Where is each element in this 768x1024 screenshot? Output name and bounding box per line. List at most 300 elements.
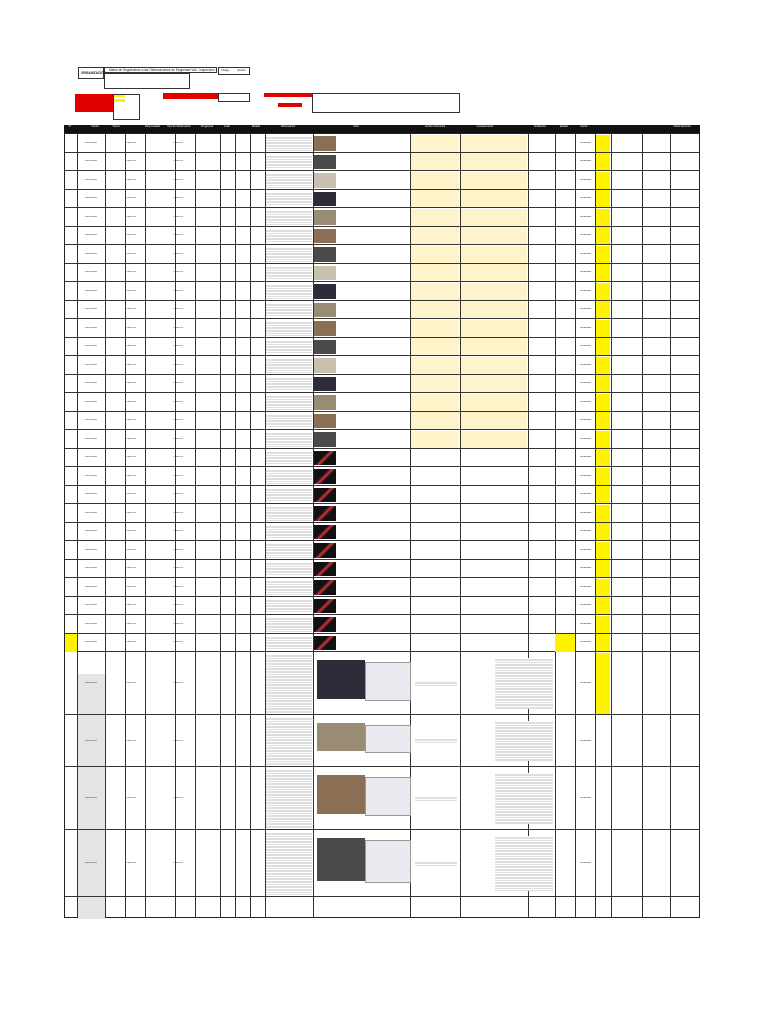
observation-photo[interactable] [314,303,336,318]
row-evidence-text [495,773,553,824]
row-date: 00/00/2020 [85,271,97,274]
row-observation [266,562,312,577]
row-date: 00/00/2020 [85,326,97,329]
resolution-cell [461,283,527,300]
row-type: Tramo 01 [173,548,184,551]
table-row[interactable] [65,541,699,560]
row-type: Tramo 01 [173,141,184,144]
row-type: Tramo 01 [173,215,184,218]
row-tramo: Tramo 01 [126,141,137,144]
observation-photo[interactable] [314,229,336,244]
observation-photo[interactable] [314,488,336,503]
row-tramo: Tramo 01 [126,178,137,181]
row-tramo: Tramo 01 [126,739,137,742]
table-row[interactable] [65,245,699,264]
row-action-text [415,738,457,744]
table-row[interactable] [65,504,699,523]
row-number-highlight [65,634,77,653]
table-row[interactable] [65,171,699,190]
row-tramo: Tramo 01 [126,585,137,588]
observation-photo[interactable] [314,136,336,151]
status-highlight [596,579,610,596]
corrective-action-cell [411,135,459,152]
row-tramo: Tramo 01 [126,345,137,348]
observation-photo[interactable] [314,562,336,577]
resolution-cell [461,153,527,170]
row-action-text [415,681,457,687]
resolution-cell [461,357,527,374]
table-row[interactable] [65,715,699,767]
observation-photo[interactable] [314,543,336,558]
row-type: Tramo 01 [173,197,184,200]
status-highlight [596,653,610,715]
row-type: Tramo 01 [173,289,184,292]
corrective-action-cell [411,172,459,189]
row-tramo: Tramo 01 [126,604,137,607]
observation-photo[interactable] [314,210,336,225]
table-row[interactable] [65,430,699,449]
doc-code-label: Código [221,69,230,72]
row-evidence-text [495,721,553,761]
observation-photo[interactable] [314,155,336,170]
corrective-action-cell [411,190,459,207]
observation-photo[interactable] [314,469,336,484]
row-tramo: Tramo 01 [126,215,137,218]
row-tramo: Tramo 01 [126,419,137,422]
row-observation [266,451,312,466]
row-tramo: Tramo 01 [126,862,137,864]
status-highlight [596,264,610,281]
status-highlight [596,190,610,207]
row-date: 00/00/2020 [85,474,97,477]
col-header-fecha: Fecha [91,125,99,128]
row-tramo: Tramo 01 [126,271,137,274]
row-type: Tramo 01 [173,271,184,274]
table-row[interactable] [65,412,699,431]
row-status: Levantado [580,234,592,237]
org-name: ORGANIZACIÓN [81,71,106,75]
row-status: Levantado [580,739,592,742]
row-status: Levantado [580,382,592,385]
row-type: Tramo 01 [173,456,184,459]
plan-drawing[interactable] [365,777,411,816]
row-date: 00/00/2020 [85,234,97,237]
row-type: Tramo 01 [173,604,184,607]
table-row[interactable] [65,208,699,227]
table-row[interactable] [65,338,699,357]
status-highlight [596,523,610,540]
col-header-vista: Vista [353,125,359,128]
row-observation [266,469,312,484]
table-row[interactable] [65,375,699,394]
row-date: 00/00/2020 [85,604,97,607]
row-date: 00/00/2020 [85,289,97,292]
col-header-levantamiento: Levantamiento [476,125,494,128]
table-row[interactable] [65,467,699,486]
row-date: 00/00/2020 [85,178,97,181]
table-row[interactable] [65,190,699,209]
observation-photo[interactable] [317,723,365,751]
table-row[interactable] [65,652,699,715]
col-header-responsable: Responsable [144,125,161,128]
col-header-evidencia: Evidencia [534,125,546,128]
row-status: Levantado [580,141,592,144]
observation-photo[interactable] [314,173,336,188]
status-highlight [596,153,610,170]
row-type: Tramo 01 [173,178,184,181]
status-highlight [596,283,610,300]
observation-photo[interactable] [314,617,336,632]
status-highlight [596,320,610,337]
corrective-action-cell [411,431,459,448]
row-tramo: Tramo 01 [126,160,137,163]
status-highlight [596,431,610,448]
row-tramo: Tramo 01 [126,382,137,385]
row-status: Levantado [580,604,592,607]
row-observation [266,173,312,188]
observation-photo[interactable] [314,525,336,540]
summary-box [218,93,250,102]
table-row[interactable] [65,393,699,412]
row-type: Tramo 01 [173,326,184,329]
row-status: Levantado [580,474,592,477]
table-row[interactable] [65,830,699,897]
row-tramo: Tramo 01 [126,567,137,570]
row-tramo: Tramo 01 [126,326,137,329]
row-observation [266,358,312,373]
row-date: 00/00/2020 [85,493,97,496]
row-date: 00/00/2020 [85,308,97,311]
observation-photo[interactable] [314,358,336,373]
observation-photo[interactable] [314,506,336,521]
row-tramo: Tramo 01 [126,641,137,644]
row-status: Levantado [580,363,592,366]
doc-title: Matriz de Seguimiento a las Observaciones de Seguridad Vial - Inspección [109,68,215,72]
table-row[interactable] [65,356,699,375]
row-tramo: Tramo 01 [126,289,137,292]
row-type: Tramo 01 [173,474,184,477]
row-action-text [415,796,457,802]
row-status: Levantado [580,682,592,684]
resolution-cell [461,246,527,263]
observation-photo[interactable] [317,775,365,814]
row-tramo: Tramo 01 [126,682,137,684]
resolution-cell [461,320,527,337]
summary-red-tag-1 [264,93,312,97]
plan-drawing[interactable] [365,725,411,753]
row-observation [266,303,312,318]
observation-photo[interactable] [314,599,336,614]
row-type: Tramo 01 [173,530,184,533]
status-highlight [596,412,610,429]
row-observation [266,599,312,614]
row-observation [266,136,312,151]
corrective-action-cell [411,264,459,281]
observation-photo[interactable] [314,192,336,207]
row-status: Levantado [580,456,592,459]
row-observation [266,832,312,895]
col-header-no: N° [68,125,72,128]
row-type: Tramo 01 [173,797,184,799]
row-status: Levantado [580,548,592,551]
row-observation [266,210,312,225]
table-row[interactable] [65,282,699,301]
corrective-action-cell [411,153,459,170]
row-date: 00/00/2020 [85,797,97,799]
row-status: Levantado [580,511,592,514]
table-row[interactable] [65,578,699,597]
row-status: Levantado [580,160,592,163]
observation-photo[interactable] [314,284,336,299]
col-header-fecha2: Fecha [580,125,588,128]
table-row[interactable] [65,319,699,338]
col-header-tramo: Tramo [112,125,120,128]
row-tramo: Tramo 01 [126,400,137,403]
row-status: Levantado [580,437,592,440]
col-header-observacion: Observación [280,125,296,128]
table-row[interactable] [65,301,699,320]
row-status: Levantado [580,493,592,496]
row-type: Tramo 01 [173,437,184,440]
row-date: 00/00/2020 [85,511,97,514]
row-observation [266,617,312,632]
table-row[interactable] [65,597,699,616]
table-row[interactable] [65,449,699,468]
row-status: Levantado [580,326,592,329]
status-highlight [596,616,610,633]
plan-drawing[interactable] [365,662,411,701]
corrective-action-cell [411,375,459,392]
status-highlight [596,209,610,226]
note-highlight [555,634,575,653]
status-highlight [596,227,610,244]
row-date: 00/00/2020 [85,682,97,684]
row-type: Tramo 01 [173,363,184,366]
row-tramo: Tramo 01 [126,308,137,311]
status-highlight [596,172,610,189]
resolution-cell [461,394,527,411]
table-row[interactable] [65,767,699,830]
row-date: 00/00/2020 [85,400,97,403]
row-type: Tramo 01 [173,622,184,625]
status-highlight [596,449,610,466]
row-date: 00/00/2020 [85,197,97,200]
doc-version-label: Versión [237,69,246,72]
row-observation [266,636,312,651]
col-header-progresiva: Progresiva [200,125,214,128]
row-date: 00/00/2020 [85,641,97,644]
row-date: 00/00/2020 [85,548,97,551]
row-date: 00/00/2020 [85,382,97,385]
status-highlight [596,468,610,485]
row-type: Tramo 01 [173,567,184,570]
row-type: Tramo 01 [173,682,184,684]
observation-photo[interactable] [314,451,336,466]
row-observation [266,321,312,336]
row-date: 00/00/2020 [85,862,97,864]
resolution-cell [461,412,527,429]
row-observation [266,506,312,521]
row-type: Tramo 01 [173,400,184,403]
resolution-cell [461,375,527,392]
row-observation [266,340,312,355]
row-tramo: Tramo 01 [126,234,137,237]
table-row[interactable] [65,615,699,634]
summary-table [312,93,460,113]
row-date: 00/00/2020 [85,456,97,459]
row-tramo: Tramo 01 [126,622,137,625]
observation-photo[interactable] [314,636,336,651]
row-observation [266,395,312,410]
doc-meta-box [104,73,190,89]
row-type: Tramo 01 [173,345,184,348]
status-highlight [596,301,610,318]
resolution-cell [461,190,527,207]
summary-red-tag-2 [278,103,302,107]
col-header-accion: Acción Correctiva [424,125,446,128]
row-status: Levantado [580,271,592,274]
observation-photo[interactable] [314,340,336,355]
observation-photo[interactable] [314,432,336,447]
observation-photo[interactable] [314,414,336,429]
table-row[interactable] [65,153,699,172]
row-observation [266,654,312,713]
corrective-action-cell [411,338,459,355]
status-highlight [596,338,610,355]
resolution-cell [461,301,527,318]
observation-table [64,133,700,918]
row-status: Levantado [580,178,592,181]
row-observation [266,229,312,244]
row-date: 00/00/2020 [85,252,97,255]
status-highlight [596,357,610,374]
doc-code-box [218,67,250,75]
row-status: Levantado [580,797,592,799]
row-observation [266,488,312,503]
status-highlight [596,505,610,522]
table-row[interactable] [65,486,699,505]
row-observation [266,769,312,828]
row-evidence-text [495,658,553,709]
row-date: 00/00/2020 [85,363,97,366]
row-type: Tramo 01 [173,641,184,644]
corrective-action-cell [411,227,459,244]
row-tramo: Tramo 01 [126,437,137,440]
resolution-cell [461,209,527,226]
corrective-action-cell [411,246,459,263]
row-status: Levantado [580,641,592,644]
observation-photo[interactable] [314,580,336,595]
corrective-action-cell [411,320,459,337]
status-highlight [596,486,610,503]
table-row[interactable] [65,134,699,153]
resolution-cell [461,172,527,189]
table-row[interactable] [65,560,699,579]
corrective-action-cell [411,357,459,374]
plan-drawing[interactable] [365,840,411,883]
corrective-action-cell [411,209,459,226]
corrective-action-cell [411,412,459,429]
row-date: 00/00/2020 [85,419,97,422]
row-status: Levantado [580,252,592,255]
observation-photo[interactable] [314,247,336,262]
observation-photo[interactable] [317,838,365,881]
row-type: Tramo 01 [173,382,184,385]
row-date: 00/00/2020 [85,160,97,163]
row-date: 00/00/2020 [85,739,97,742]
observation-photo[interactable] [314,377,336,392]
row-tramo: Tramo 01 [126,493,137,496]
row-type: Tramo 01 [173,739,184,742]
row-evidence-text [495,836,553,891]
row-status: Levantado [580,197,592,200]
resolution-cell [461,135,527,152]
observation-photo[interactable] [314,266,336,281]
row-tramo: Tramo 01 [126,363,137,366]
observation-photo[interactable] [314,321,336,336]
row-date: 00/00/2020 [85,622,97,625]
row-date: 00/00/2020 [85,215,97,218]
row-type: Tramo 01 [173,160,184,163]
row-date: 00/00/2020 [85,567,97,570]
observation-photo[interactable] [314,395,336,410]
row-type: Tramo 01 [173,234,184,237]
row-observation [266,284,312,299]
status-highlight [596,542,610,559]
row-date: 00/00/2020 [85,345,97,348]
row-date: 00/00/2020 [85,585,97,588]
row-type: Tramo 01 [173,252,184,255]
row-type: Tramo 01 [173,419,184,422]
col-header-estado2: Estado [559,125,569,128]
legend-red-block [75,94,113,112]
table-row[interactable] [65,523,699,542]
row-status: Levantado [580,400,592,403]
status-highlight [596,560,610,577]
row-type: Tramo 01 [173,862,184,864]
summary-red-bar [163,93,218,99]
row-tramo: Tramo 01 [126,252,137,255]
row-observation [266,377,312,392]
status-highlight [596,246,610,263]
table-row[interactable] [65,634,699,653]
table-row[interactable] [65,264,699,283]
row-tramo: Tramo 01 [126,197,137,200]
row-observation [266,247,312,262]
resolution-cell [461,227,527,244]
status-highlight [596,597,610,614]
resolution-cell [461,338,527,355]
legend-table [113,94,140,120]
resolution-cell [461,431,527,448]
observation-photo[interactable] [317,660,365,699]
status-highlight [596,394,610,411]
row-status: Levantado [580,419,592,422]
row-tramo: Tramo 01 [126,797,137,799]
row-observation [266,155,312,170]
row-observation [266,432,312,447]
row-type: Tramo 01 [173,585,184,588]
row-status: Levantado [580,345,592,348]
table-row[interactable] [65,227,699,246]
status-highlight [596,135,610,152]
resolution-cell [461,264,527,281]
row-date: 00/00/2020 [85,141,97,144]
row-status: Levantado [580,862,592,864]
col-header-tipo: Tipo de Observación [167,125,191,128]
row-tramo: Tramo 01 [126,456,137,459]
row-status: Levantado [580,622,592,625]
